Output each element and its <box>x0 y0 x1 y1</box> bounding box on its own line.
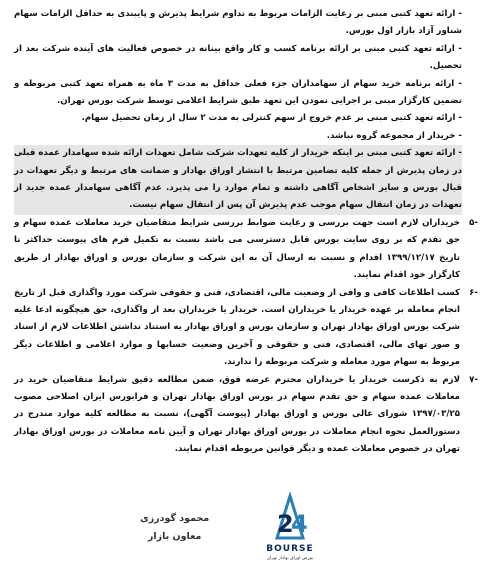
logo-subtitle: بورس اوراق بهادار تهران <box>266 556 314 561</box>
signatory-name: محمود گودرزی <box>140 513 210 524</box>
requirement-list <box>14 6 478 215</box>
item-text: کسب اطلاعات کافی و وافی از وضعیت مالی، اقتصادی، فنی و حقوقی شرکت مورد واگذاری قبل از تاریخ انجام معامله بر عهده خریدار یا خریداران است. خریدار یا خریداران بعد از واگذاری، حق هیچگونه ادعا علیه شرکت بورس اوراق بهادار تهران و سازمان بورس و اوراق بهادار به استناد نداشتن اطلاعات لازم از اسناد و صور تهای مالی، اقتصادی، فنی و حقوقی و آخرین وضعیت حسابها و موارد اعلامی و اطلاعات دیگر مربوط به سهام مورد معامله و شرکت مربوطه را ندارند. <box>14 287 460 368</box>
svg-text:4: 4 <box>291 510 308 538</box>
logo-wordmark: BOURSE <box>266 544 314 554</box>
numbered-item-6 <box>14 285 478 372</box>
item-number: -۷ <box>469 374 478 385</box>
bourse-logo <box>255 492 325 572</box>
item-text: خریداران لازم است جهت بررسی و رعایت ضوابط بررسی شرایط متقاضیان خرید معاملات عمده سهام و حق تقدم که بر روی سایت بورس قابل دسترسی می باشد نسبت به تکمیل فرم های پیوست حداکثر تا تاریخ ۱۳۹۹/۱۲/۱۷ اقدام و نسبت به ارسال آن به این شرکت و سازمان بورس و اوراق بهادار از طریق کارگزار خود اقدام نمایند. <box>14 217 460 281</box>
document-body <box>14 6 478 459</box>
signature-block <box>140 510 209 546</box>
item-text: لازم به ذکرست خریدار یا خریداران محترم عرضه فوق، ضمن مطالعه دقیق شرایط متقاضیان خرید در معاملات عمده سهام و حق تقدم سهام در بورس اوراق بهادار تهران و فرابورس ایران اصلاحی مصوب ۱۳۹۷/۰۳/۲۵ شورای عالی بورس و اوراق بهادار (پیوست آگهی)، نسبت به مطالعه کلیه موارد مندرج در دستورالعمل نحوه انجام معاملات در بورس اوراق بهادار تهران و آیین نامه معاملات در بورس اوراق بهادار تهران در خصوص معاملات عمده و دیگر قوانین مربوطه اقدام نمایند. <box>14 374 460 455</box>
requirement-item: - ارائه تعهد کتبی مبنی بر رعایت الزامات مربوط به تداوم شرایط پذیرش و پایبندی به حداقل الزامات سهام شناور آزاد بازار اول بورس. <box>14 9 462 37</box>
item-number: -۶ <box>469 287 478 298</box>
bourse-logo-icon <box>255 492 325 544</box>
item-number: -۵ <box>469 217 478 228</box>
numbered-item-5 <box>14 215 478 285</box>
requirement-item: - ارائه برنامه خرید سهام از سهامداران جزء فعلی حداقل به مدت ۳ ماه به همراه تعهد کتبی مربوطه و تضمین کارگزار مبنی بر اجرایی نمودن این تعهد طبق شرایط اعلامی توسط شرکت بورس تهران. <box>14 78 462 107</box>
requirement-item: - ارائه تعهد کتبی مبنی بر عدم خروج از سهم کنترلی به مدت ۲ سال از زمان تحصیل سهام. <box>81 113 462 124</box>
numbered-item-7 <box>14 372 478 459</box>
requirement-item: - خریدار از مجموعه گروه نباشد. <box>326 130 462 141</box>
requirement-item: - ارائه تعهد کتبی مبنی بر ارائه برنامه کسب و کار واقع بینانه در خصوص فعالیت های آینده شرکت بعد از تحصیل. <box>14 43 462 72</box>
signatory-title: معاون بازار <box>147 531 202 542</box>
svg-text:2: 2 <box>277 510 294 538</box>
requirement-item: - ارائه تعهد کتبی مبنی بر اینکه خریدار از کلیه تعهدات شرکت شامل تعهدات ارائه شده سهامدار عمده قبلی در زمان پذیرش از جمله کلیه تضامین مرتبط با انتشار اوراق بهادار و ضمانت های مرتبط و دیگر تعهدات در قبال بورس و سایر اشخاص آگاهی داشته و تمام موارد را می پذیرد. عدم آگاهی سهامدار عمده جدید از تعهدات در زمان انتقال سهام موجب عدم پذیرش آن پس از انتقال سهام نیست. <box>14 145 462 215</box>
